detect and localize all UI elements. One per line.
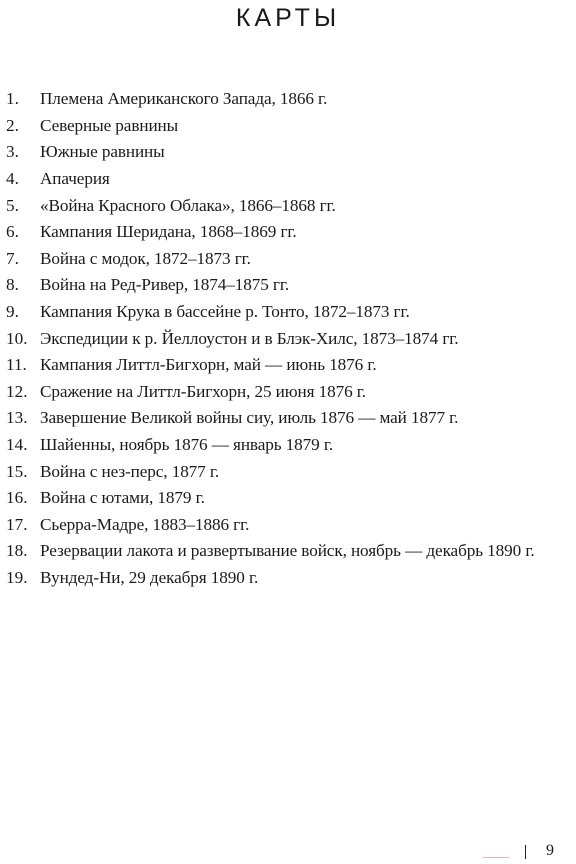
map-number: 11.	[6, 355, 27, 375]
map-number: 6.	[6, 222, 19, 242]
map-number: 7.	[6, 248, 19, 268]
map-list-item	[6, 458, 576, 485]
map-list-item	[6, 272, 576, 299]
footer-rule	[483, 857, 509, 858]
map-list-item	[6, 299, 576, 326]
map-title: Сражение на Литтл-Бигхорн, 25 июня 1876 г.	[40, 381, 366, 401]
map-title: Южные равнины	[40, 142, 165, 162]
map-title: Племена Американского Запада, 1866 г.	[40, 89, 328, 109]
map-list-item	[6, 113, 576, 140]
map-title: Экспедиции к р. Йеллоустон и в Блэк-Хилс, 1873–1874 гг.	[40, 328, 459, 348]
map-list-item	[6, 246, 576, 273]
map-list-item	[6, 86, 576, 113]
map-number: 17.	[6, 514, 28, 534]
map-list-item	[6, 512, 576, 539]
map-title: Завершение Великой войны сиу, июль 1876 — май 1877 г.	[40, 408, 459, 428]
page-title: КАРТЫ	[235, 4, 341, 32]
map-number: 18.	[6, 541, 28, 561]
footer-divider	[525, 845, 526, 859]
map-title: Кампания Крука в бассейне р. Тонто, 1872–1873 гг.	[40, 302, 410, 322]
map-title: Война с модок, 1872–1873 гг.	[40, 248, 251, 268]
map-number: 3.	[6, 142, 19, 162]
map-title: Война с нез-перс, 1877 г.	[40, 461, 220, 481]
map-title: Кампания Литтл-Бигхорн, май — июнь 1876 г.	[40, 355, 377, 375]
map-title: «Война Красного Облака», 1866–1868 гг.	[40, 195, 336, 215]
map-number: 8.	[6, 275, 19, 295]
map-title: Северные равнины	[40, 115, 179, 135]
map-title: Война с ютами, 1879 г.	[40, 488, 205, 508]
map-number: 4.	[6, 169, 19, 189]
map-title: Война на Ред-Ривер, 1874–1875 гг.	[40, 275, 290, 295]
map-list-item	[6, 405, 576, 432]
map-list-item	[6, 352, 576, 379]
map-title: Шайенны, ноябрь 1876 — январь 1879 г.	[40, 435, 334, 455]
map-number: 1.	[6, 89, 19, 109]
map-title: Апачерия	[40, 169, 110, 189]
map-list-item	[6, 325, 576, 352]
map-list-item	[6, 192, 576, 219]
map-list-item	[6, 166, 576, 193]
map-list-item	[6, 538, 576, 565]
map-number: 14.	[6, 435, 28, 455]
map-number: 2.	[6, 115, 19, 135]
map-title: Кампания Шеридана, 1868–1869 гг.	[40, 222, 297, 242]
map-title: Резервации лакота и развертывание войск, ноябрь — декабрь 1890 г.	[40, 541, 535, 561]
map-list-item	[6, 485, 576, 512]
map-list-item	[6, 432, 576, 459]
map-number: 5.	[6, 195, 19, 215]
map-list-item	[6, 139, 576, 166]
map-number: 10.	[6, 328, 28, 348]
map-number: 15.	[6, 461, 28, 481]
map-title: Вундед-Ни, 29 декабря 1890 г.	[40, 567, 259, 587]
map-number: 16.	[6, 488, 28, 508]
map-list-item	[6, 219, 576, 246]
map-list-item	[6, 565, 576, 592]
page-number: 9	[546, 842, 554, 859]
map-number: 19.	[6, 567, 28, 587]
map-number: 13.	[6, 408, 28, 428]
maps-list	[6, 86, 576, 591]
map-title: Сьерра-Мадре, 1883–1886 гг.	[40, 514, 250, 534]
map-list-item	[6, 379, 576, 406]
map-number: 9.	[6, 302, 19, 322]
map-number: 12.	[6, 381, 28, 401]
